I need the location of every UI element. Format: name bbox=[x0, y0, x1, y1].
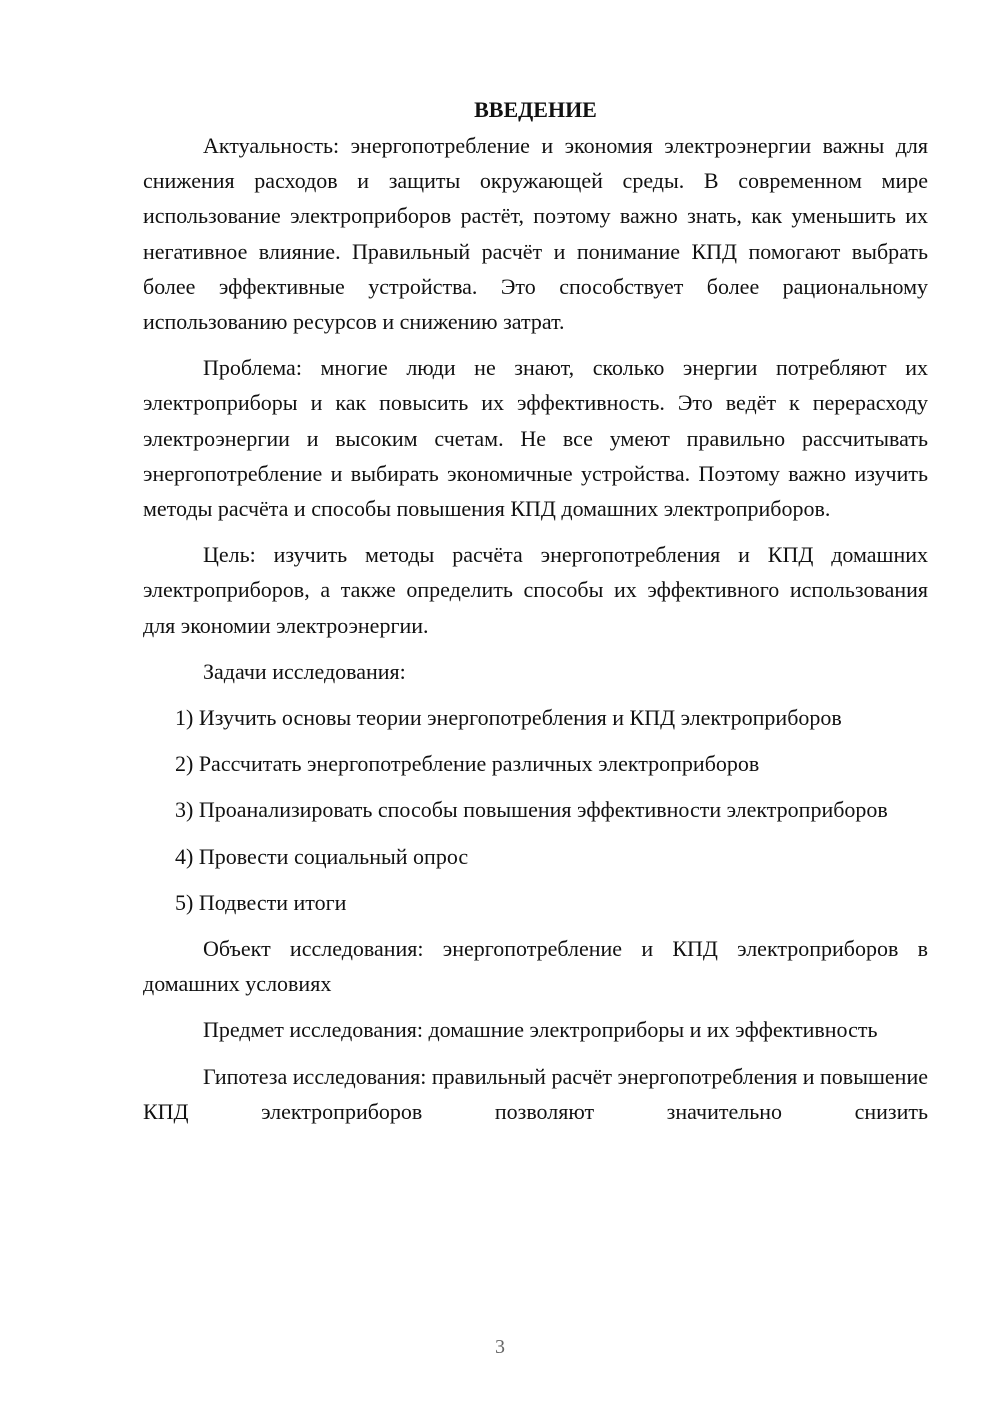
list-item: 1) Изучить основы теории энергопотребления и КПД электроприборов bbox=[175, 705, 842, 731]
subject-paragraph: Предмет исследования: домашние электроприборы и их эффективность bbox=[203, 1017, 878, 1043]
tasks-heading: Задачи исследования: bbox=[203, 658, 406, 684]
page-title: ВВЕДЕНИЕ bbox=[474, 97, 597, 122]
document-page bbox=[143, 92, 928, 1129]
list-item: 5) Подвести итоги bbox=[175, 889, 347, 915]
page-number: 3 bbox=[495, 1336, 505, 1358]
list-item: 4) Провести социальный опрос bbox=[175, 843, 469, 869]
problem-paragraph: Проблема: многие люди не знают, сколько энергии потребляют их электроприборы и как повысить их эффективность. Это ведёт к перерасходу электроэнергии и высоким счетам. Не все умеют правильно рассчитывать энергопотребление и выбирать экономичные устройства. Поэтому важно изучить методы расчёта и способы повышения КПД домашних электроприборов. bbox=[143, 355, 928, 522]
list-item: 3) Проанализировать способы повышения эффективности электроприборов bbox=[175, 797, 888, 823]
list-item: 2) Рассчитать энергопотребление различных электроприборов bbox=[175, 751, 760, 777]
object-paragraph: Объект исследования: энергопотребление и КПД электроприборов в домашних условиях bbox=[143, 936, 928, 997]
goal-paragraph: Цель: изучить методы расчёта энергопотребления и КПД домашних электроприборов, а также определить способы их эффективного использования для экономии электроэнергии. bbox=[143, 542, 928, 638]
relevance-paragraph: Актуальность: энергопотребление и экономия электроэнергии важны для снижения расходов и защиты окружающей среды. В современном мире использование электроприборов растёт, поэтому важно знать, как уменьшить их негативное влияние. Правильный расчёт и понимание КПД помогают выбрать более эффективные устройства. Это способствует более рациональному использованию ресурсов и снижению затрат. bbox=[143, 133, 928, 335]
hypothesis-paragraph: Гипотеза исследования: правильный расчёт энергопотребления и повышение КПД электроприборов позволяют значительно снизить bbox=[143, 1063, 928, 1124]
